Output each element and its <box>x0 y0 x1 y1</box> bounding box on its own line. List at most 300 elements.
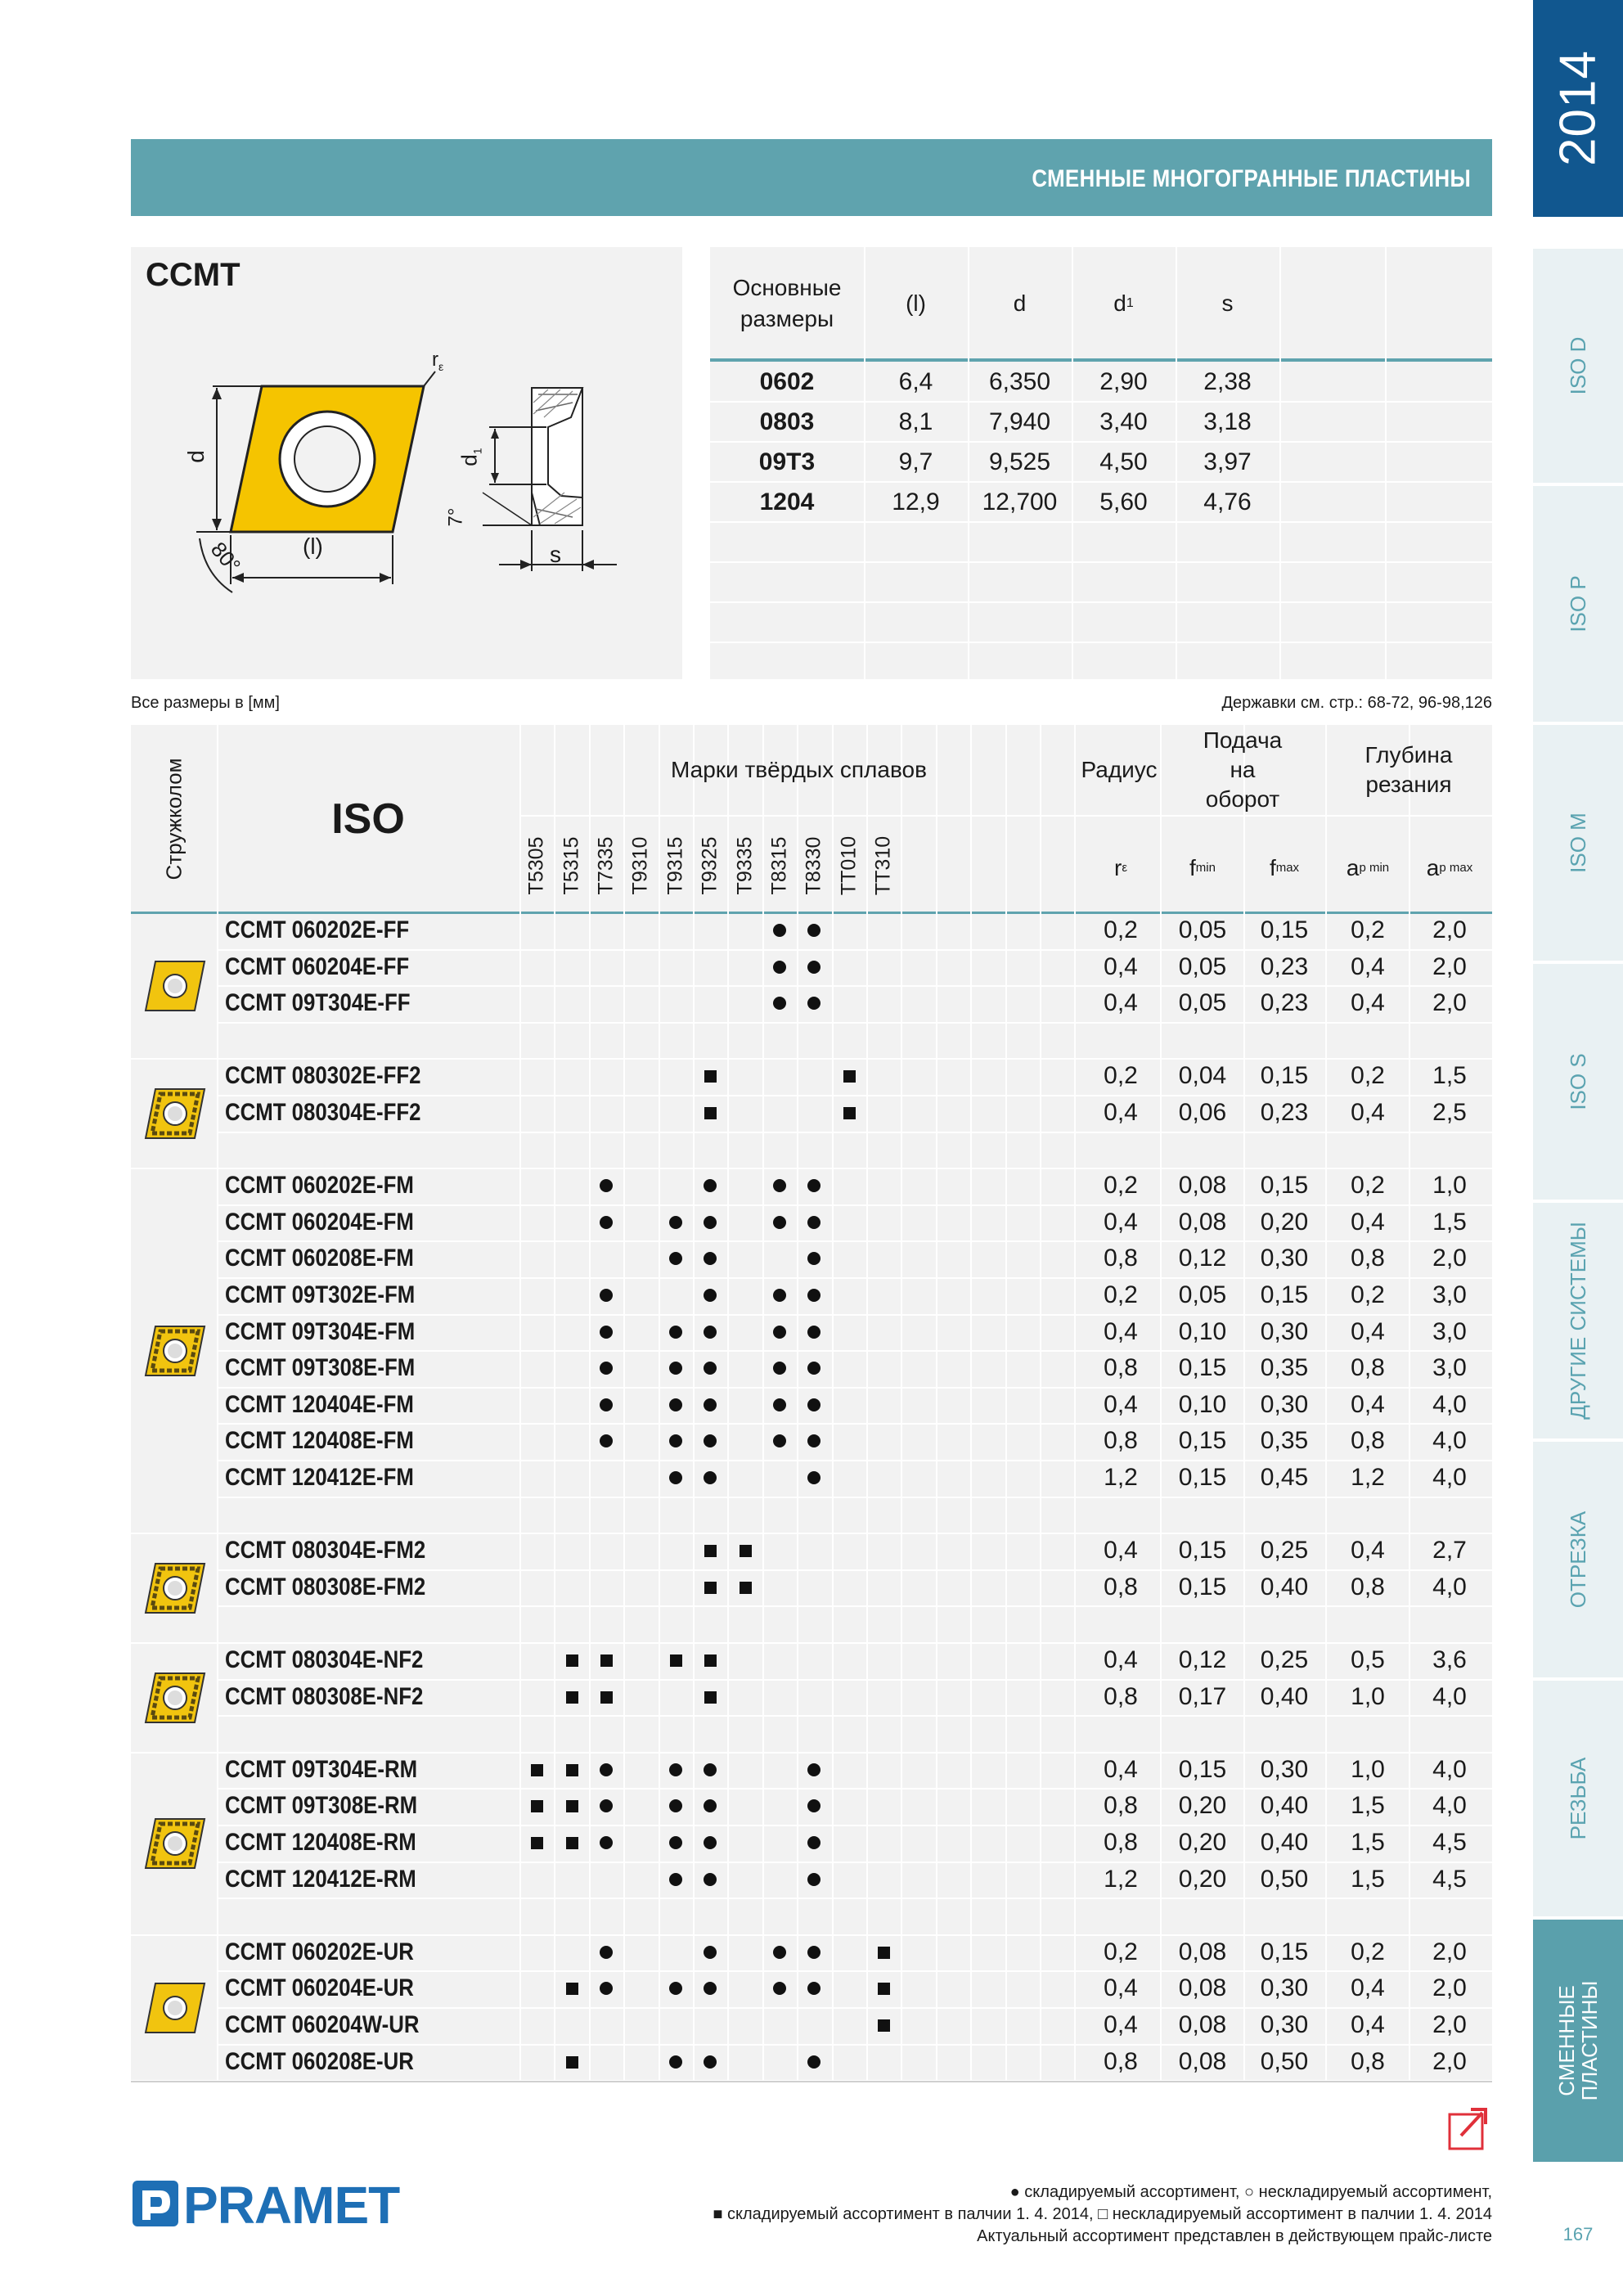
stock-dot-icon <box>807 1836 820 1849</box>
stock-square-icon <box>566 1837 578 1849</box>
tab-iso-s[interactable] <box>1533 961 1623 1200</box>
param-value: 0,15 <box>1178 1755 1227 1783</box>
table-row[interactable] <box>131 1862 1492 1898</box>
stock-dot-icon <box>807 1326 820 1339</box>
param-value: 0,20 <box>1260 1208 1309 1236</box>
stock-square-icon <box>566 1654 578 1667</box>
insert-geometry-diagram <box>131 247 682 679</box>
table-row[interactable] <box>131 1168 1492 1204</box>
table-row[interactable] <box>131 1570 1492 1606</box>
param-symbol: a <box>1346 855 1360 880</box>
param-value: 0,4 <box>1104 989 1138 1017</box>
insert-code: CCMT 080308E-NF2 <box>225 1682 424 1710</box>
grade-column-label: T9325 <box>698 836 722 895</box>
tab-iso-p[interactable] <box>1533 483 1623 722</box>
tab-label: ISO S <box>1566 1053 1590 1110</box>
param-value: 3,0 <box>1432 1317 1467 1345</box>
units-note: Все размеры в [мм] <box>131 694 280 712</box>
param-value: 0,15 <box>1178 1427 1227 1455</box>
year-tab[interactable] <box>1533 0 1623 217</box>
tab-threading[interactable] <box>1533 1677 1623 1916</box>
param-value: 0,23 <box>1260 989 1309 1017</box>
param-value: 0,4 <box>1351 1099 1385 1126</box>
param-symbol: f <box>1269 855 1276 880</box>
param-value: 0,4 <box>1104 1537 1138 1564</box>
grade-column-label: T5305 <box>524 836 548 895</box>
stock-dot-icon <box>807 997 820 1010</box>
param-value: 0,30 <box>1260 2011 1309 2038</box>
param-value: 4,5 <box>1432 1865 1467 1893</box>
dims-header-d1: d 1 <box>1113 290 1134 316</box>
param-value: 4,0 <box>1432 1464 1467 1491</box>
param-value: 0,10 <box>1178 1390 1227 1418</box>
param-value: 0,4 <box>1104 952 1138 980</box>
param-value: 0,8 <box>1351 1354 1385 1382</box>
param-value: 0,5 <box>1351 1646 1385 1673</box>
table-row[interactable] <box>131 1205 1492 1241</box>
param-value: 0,05 <box>1178 1281 1227 1308</box>
stock-dot-icon <box>600 1216 613 1229</box>
stock-dot-icon <box>807 1434 820 1447</box>
param-value: 1,5 <box>1351 1865 1385 1893</box>
param-value: 0,8 <box>1351 1427 1385 1455</box>
stock-dot-icon <box>669 1982 682 1995</box>
param-value: 0,2 <box>1104 1172 1138 1200</box>
stock-dot-icon <box>704 1252 717 1265</box>
param-value: 0,04 <box>1178 1062 1227 1090</box>
table-row[interactable] <box>131 1753 1492 1789</box>
param-value: 0,12 <box>1178 1245 1227 1272</box>
param-value: 2,7 <box>1432 1537 1467 1564</box>
tab-inserts[interactable] <box>1533 1916 1623 2162</box>
param-value: 0,15 <box>1260 1062 1309 1090</box>
param-value: 1,0 <box>1351 1682 1385 1710</box>
grade-column-label: T9335 <box>733 836 757 895</box>
stock-dot-icon <box>669 1434 682 1447</box>
stock-dot-icon <box>669 1763 682 1776</box>
dims-cell: 2,90 <box>1099 367 1148 395</box>
dims-cell: 2,38 <box>1203 367 1252 395</box>
col-depth-header: Глубина резания <box>1364 742 1453 797</box>
param-value: 0,15 <box>1260 916 1309 943</box>
param-value: 1,0 <box>1432 1172 1467 1200</box>
param-value: 0,2 <box>1351 916 1385 943</box>
stock-dot-icon <box>807 961 820 974</box>
insert-drawing <box>131 247 682 679</box>
insert-code: CCMT 060208E-FM <box>225 1245 414 1272</box>
param-value: 0,08 <box>1178 2011 1227 2038</box>
insert-code: CCMT 09T304E-FM <box>225 1317 416 1345</box>
param-value: 0,45 <box>1260 1464 1309 1491</box>
insert-ur-icon <box>142 1979 208 2037</box>
external-link-icon[interactable] <box>1446 2103 1490 2152</box>
insert-code: CCMT 09T308E-RM <box>225 1792 418 1820</box>
param-value: 0,12 <box>1178 1646 1227 1673</box>
param-value: 0,2 <box>1104 1062 1138 1090</box>
tab-other-systems[interactable] <box>1533 1200 1623 1438</box>
param-value: 2,5 <box>1432 1099 1467 1126</box>
stock-square-icon <box>566 1983 578 1995</box>
insert-code: CCMT 080302E-FF2 <box>225 1062 421 1090</box>
stock-square-icon <box>704 1691 717 1704</box>
stock-square-icon <box>600 1654 613 1667</box>
param-value: 0,20 <box>1178 1865 1227 1893</box>
param-value: 4,0 <box>1432 1573 1467 1600</box>
param-value: 0,23 <box>1260 952 1309 980</box>
insert-code: CCMT 080304E-NF2 <box>225 1646 424 1673</box>
stock-dot-icon <box>773 924 786 937</box>
stock-dot-icon <box>807 1799 820 1812</box>
param-value: 0,35 <box>1260 1427 1309 1455</box>
param-value: 0,25 <box>1260 1537 1309 1564</box>
table-row[interactable] <box>131 1388 1492 1424</box>
year-label: 2014 <box>1549 50 1607 166</box>
stock-dot-icon <box>669 2055 682 2069</box>
table-row[interactable] <box>131 1643 1492 1679</box>
param-value: 4,0 <box>1432 1390 1467 1418</box>
param-value: 0,4 <box>1104 1317 1138 1345</box>
grade-column-label: T9310 <box>628 836 652 895</box>
dims-cell: 5,60 <box>1099 488 1148 515</box>
param-value: 0,30 <box>1260 1245 1309 1272</box>
table-row[interactable] <box>131 1680 1492 1716</box>
stock-square-icon <box>740 1582 752 1594</box>
tab-parting[interactable] <box>1533 1438 1623 1677</box>
param-symbol: f <box>1189 855 1196 880</box>
stock-dot-icon <box>773 997 786 1010</box>
legend <box>713 2181 1492 2248</box>
param-value: 3,0 <box>1432 1281 1467 1308</box>
stock-dot-icon <box>807 1763 820 1776</box>
insert-code: CCMT 080304E-FM2 <box>225 1537 426 1564</box>
param-value: 0,2 <box>1351 1281 1385 1308</box>
table-row[interactable] <box>131 2008 1492 2044</box>
param-value: 4,0 <box>1432 1427 1467 1455</box>
stock-dot-icon <box>600 1289 613 1302</box>
param-value: 0,8 <box>1351 2047 1385 2075</box>
table-row[interactable] <box>131 1971 1492 2007</box>
stock-dot-icon <box>704 1216 717 1229</box>
stock-dot-icon <box>807 1471 820 1484</box>
dimensions-table <box>710 247 1492 679</box>
param-value: 0,20 <box>1178 1829 1227 1856</box>
param-subheader <box>1327 848 1409 889</box>
param-value: 0,4 <box>1104 1099 1138 1126</box>
param-subheader <box>1080 848 1162 889</box>
relief-angle-label: 7° <box>444 507 467 527</box>
param-value: 0,4 <box>1104 1755 1138 1783</box>
param-value: 0,40 <box>1260 1792 1309 1820</box>
stock-dot-icon <box>669 1216 682 1229</box>
param-value: 4,0 <box>1432 1755 1467 1783</box>
param-value: 0,2 <box>1351 1172 1385 1200</box>
param-value: 0,8 <box>1104 2047 1138 2075</box>
grade-column-label: T8330 <box>802 836 825 895</box>
param-value: 0,4 <box>1351 1208 1385 1236</box>
insert-nf2-icon <box>142 1668 208 1727</box>
param-value: 0,10 <box>1178 1317 1227 1345</box>
param-value: 0,15 <box>1260 1281 1309 1308</box>
stock-square-icon <box>566 1800 578 1812</box>
stock-dot-icon <box>773 1179 786 1192</box>
param-value: 0,4 <box>1351 1317 1385 1345</box>
param-value: 0,50 <box>1260 2047 1309 2075</box>
stock-dot-icon <box>773 1326 786 1339</box>
stock-square-icon <box>704 1107 717 1119</box>
param-value: 0,05 <box>1178 952 1227 980</box>
pramet-logo-mark <box>131 2179 180 2228</box>
table-row[interactable] <box>131 950 1492 986</box>
tab-label: ISO D <box>1566 336 1590 395</box>
param-value: 0,30 <box>1260 1390 1309 1418</box>
param-value: 0,8 <box>1351 1573 1385 1600</box>
stock-square-icon <box>878 1947 890 1959</box>
angle-label: 80° <box>205 537 246 578</box>
insert-code: CCMT 060204E-FF <box>225 952 410 980</box>
legend-line: ■ складируемый ассортимент в палчии 1. 4. 2014, □ нескладируемый ассортимент в палчии 1. 4. 2014 <box>713 2205 1492 2223</box>
dims-header-d: d <box>1013 290 1027 316</box>
grade-column-label: TT310 <box>871 835 895 896</box>
param-subheader <box>1162 848 1243 889</box>
dims-header-size: Основные размеры <box>732 275 842 331</box>
stock-square-icon <box>566 2056 578 2069</box>
param-value: 0,4 <box>1351 1974 1385 2002</box>
grade-column-label: TT010 <box>837 835 861 896</box>
param-value: 0,08 <box>1178 1172 1227 1200</box>
insert-code: CCMT 060208E-UR <box>225 2047 414 2075</box>
stock-square-icon <box>704 1545 717 1557</box>
dim-label-l: (l) <box>303 533 323 559</box>
param-value: 2,0 <box>1432 989 1467 1017</box>
param-value: 0,4 <box>1104 1208 1138 1236</box>
dims-cell: 4,76 <box>1203 488 1252 515</box>
stock-dot-icon <box>704 1946 717 1959</box>
stock-dot-icon <box>807 1289 820 1302</box>
param-subscript: ε <box>1122 861 1127 875</box>
stock-dot-icon <box>773 961 786 974</box>
dims-size: 0803 <box>759 407 815 435</box>
tab-label: ДРУГИЕ СИСТЕМЫ <box>1566 1222 1590 1420</box>
param-value: 0,8 <box>1351 1245 1385 1272</box>
stock-dot-icon <box>704 1471 717 1484</box>
table-row[interactable] <box>131 1059 1492 1095</box>
param-value: 0,4 <box>1104 2011 1138 2038</box>
corner-radius-label: $r_\varepsilon$ <box>432 349 444 373</box>
stock-dot-icon <box>807 1873 820 1886</box>
dims-cell: 12,9 <box>892 488 940 515</box>
stock-dot-icon <box>807 1179 820 1192</box>
dims-cell: 6,4 <box>898 367 933 395</box>
param-value: 0,30 <box>1260 1974 1309 2002</box>
param-subscript: p max <box>1439 861 1473 875</box>
stock-dot-icon <box>669 1398 682 1411</box>
stock-square-icon <box>878 2019 890 2032</box>
param-value: 0,17 <box>1178 1682 1227 1710</box>
param-value: 0,4 <box>1351 1390 1385 1418</box>
stock-dot-icon <box>704 1179 717 1192</box>
grade-column-label: T5315 <box>560 836 583 895</box>
param-value: 0,05 <box>1178 916 1227 943</box>
param-value: 0,4 <box>1351 952 1385 980</box>
stock-dot-icon <box>773 1398 786 1411</box>
param-value: 1,5 <box>1351 1829 1385 1856</box>
param-value: 1,2 <box>1104 1464 1138 1491</box>
table-row[interactable] <box>131 1315 1492 1351</box>
param-value: 0,25 <box>1260 1646 1309 1673</box>
table-row[interactable] <box>131 913 1492 949</box>
param-value: 3,6 <box>1432 1646 1467 1673</box>
stock-dot-icon <box>807 1946 820 1959</box>
stock-dot-icon <box>600 1799 613 1812</box>
param-subheader <box>1409 848 1490 889</box>
stock-dot-icon <box>807 924 820 937</box>
param-value: 1,0 <box>1351 1755 1385 1783</box>
dims-header-l: (l) <box>906 290 926 316</box>
param-subscript: p min <box>1359 861 1390 875</box>
param-value: 2,0 <box>1432 916 1467 943</box>
param-value: 0,2 <box>1104 1281 1138 1308</box>
pramet-wordmark: PRAMET <box>183 2176 400 2235</box>
param-value: 4,0 <box>1432 1682 1467 1710</box>
insert-code: CCMT 09T308E-FM <box>225 1354 416 1382</box>
section-header <box>131 139 1492 216</box>
param-value: 0,05 <box>1178 989 1227 1017</box>
table-row[interactable] <box>131 1935 1492 1971</box>
param-value: 0,20 <box>1178 1792 1227 1820</box>
stock-dot-icon <box>807 1216 820 1229</box>
col-chipbreaker-header: Стружколом <box>161 758 186 880</box>
dims-size: 1204 <box>759 488 815 515</box>
param-value: 1,2 <box>1104 1865 1138 1893</box>
param-value: 3,0 <box>1432 1354 1467 1382</box>
stock-dot-icon <box>704 1799 717 1812</box>
tab-iso-m[interactable] <box>1533 722 1623 961</box>
table-row[interactable] <box>131 1461 1492 1497</box>
pramet-logo <box>131 2176 401 2235</box>
table-row[interactable] <box>131 986 1492 1022</box>
insert-code: CCMT 120408E-RM <box>225 1829 416 1856</box>
table-row[interactable] <box>131 2045 1492 2081</box>
param-value: 0,8 <box>1104 1245 1138 1272</box>
param-value: 0,30 <box>1260 1317 1309 1345</box>
stock-dot-icon <box>704 2055 717 2069</box>
stock-square-icon <box>531 1800 543 1812</box>
insert-code: CCMT 060204E-UR <box>225 1974 414 2002</box>
param-value: 0,15 <box>1260 1938 1309 1965</box>
insert-fm2-icon <box>142 1559 208 1618</box>
dims-size: 0602 <box>759 367 815 395</box>
table-row[interactable] <box>131 1789 1492 1825</box>
param-value: 0,4 <box>1104 1646 1138 1673</box>
stock-square-icon <box>704 1070 717 1083</box>
param-value: 0,4 <box>1351 1537 1385 1564</box>
table-row[interactable] <box>131 1241 1492 1277</box>
stock-square-icon <box>740 1545 752 1557</box>
param-value: 2,0 <box>1432 952 1467 980</box>
param-value: 2,0 <box>1432 1974 1467 2002</box>
param-symbol: a <box>1426 855 1440 880</box>
dim-label-d: d <box>182 450 209 463</box>
param-value: 1,5 <box>1432 1062 1467 1090</box>
col-feed-header: Подача на оборот <box>1203 727 1283 812</box>
table-row[interactable] <box>131 1096 1492 1132</box>
stock-square-icon <box>704 1582 717 1594</box>
table-row[interactable] <box>131 1533 1492 1569</box>
param-value: 0,06 <box>1178 1099 1227 1126</box>
param-value: 0,8 <box>1104 1354 1138 1382</box>
stock-dot-icon <box>600 1326 613 1339</box>
insert-code: CCMT 120404E-FM <box>225 1390 414 1418</box>
insert-type-title: CCMT <box>146 257 241 293</box>
param-subscript: min <box>1195 861 1216 875</box>
stock-dot-icon <box>600 1946 613 1959</box>
param-subscript: max <box>1275 861 1300 875</box>
param-value: 0,15 <box>1178 1354 1227 1382</box>
tab-label: СМЕННЫЕ ПЛАСТИНЫ <box>1554 1980 1602 2101</box>
stock-square-icon <box>843 1070 856 1083</box>
insert-ff-icon <box>142 957 208 1015</box>
param-value: 0,8 <box>1104 1427 1138 1455</box>
table-row[interactable] <box>131 1424 1492 1460</box>
table-row[interactable] <box>131 1278 1492 1314</box>
table-row[interactable] <box>131 1351 1492 1387</box>
insert-code: CCMT 060202E-FM <box>225 1172 414 1200</box>
insert-code: CCMT 09T304E-RM <box>225 1755 418 1783</box>
param-value: 0,50 <box>1260 1865 1309 1893</box>
insert-code: CCMT 080304E-FF2 <box>225 1099 421 1126</box>
dims-cell: 3,18 <box>1203 407 1252 435</box>
dim-label-d1: $d_1$ <box>456 448 484 466</box>
tab-iso-d[interactable] <box>1533 245 1623 483</box>
table-row[interactable] <box>131 1826 1492 1862</box>
param-value: 1,2 <box>1351 1464 1385 1491</box>
param-value: 0,15 <box>1178 1537 1227 1564</box>
stock-dot-icon <box>704 1982 717 1995</box>
param-subheader <box>1243 848 1325 889</box>
insert-ff2-icon <box>142 1084 208 1143</box>
insert-code: CCMT 060202E-FF <box>225 916 410 943</box>
insert-fm-icon <box>142 1321 208 1380</box>
param-value: 0,08 <box>1178 2047 1227 2075</box>
holders-note[interactable]: Державки см. стр.: 68-72, 96-98,126 <box>1221 694 1492 712</box>
param-value: 1,5 <box>1432 1208 1467 1236</box>
stock-dot-icon <box>773 1982 786 1995</box>
stock-square-icon <box>566 1691 578 1704</box>
param-value: 4,5 <box>1432 1829 1467 1856</box>
dims-cell: 6,350 <box>988 367 1051 395</box>
grade-column-label: T7335 <box>594 836 618 895</box>
stock-dot-icon <box>704 1763 717 1776</box>
stock-dot-icon <box>669 1799 682 1812</box>
stock-dot-icon <box>669 1471 682 1484</box>
dims-cell: 3,40 <box>1099 407 1148 435</box>
col-radius-header: Радиус <box>1081 757 1158 782</box>
param-symbol: r <box>1113 855 1122 880</box>
insert-code: CCMT 09T302E-FM <box>225 1281 416 1308</box>
param-value: 0,8 <box>1104 1573 1138 1600</box>
dims-cell: 3,97 <box>1203 448 1252 475</box>
param-value: 0,30 <box>1260 1755 1309 1783</box>
param-value: 0,40 <box>1260 1682 1309 1710</box>
stock-dot-icon <box>773 1289 786 1302</box>
param-value: 0,08 <box>1178 1208 1227 1236</box>
param-value: 0,2 <box>1351 1062 1385 1090</box>
stock-dot-icon <box>600 1362 613 1375</box>
dims-header-s: s <box>1221 290 1234 316</box>
insert-code: CCMT 080308E-FM2 <box>225 1573 426 1600</box>
legend-line: Актуальный ассортимент представлен в действующем прайс-листе <box>977 2227 1492 2245</box>
dims-size: 09T3 <box>758 448 816 475</box>
